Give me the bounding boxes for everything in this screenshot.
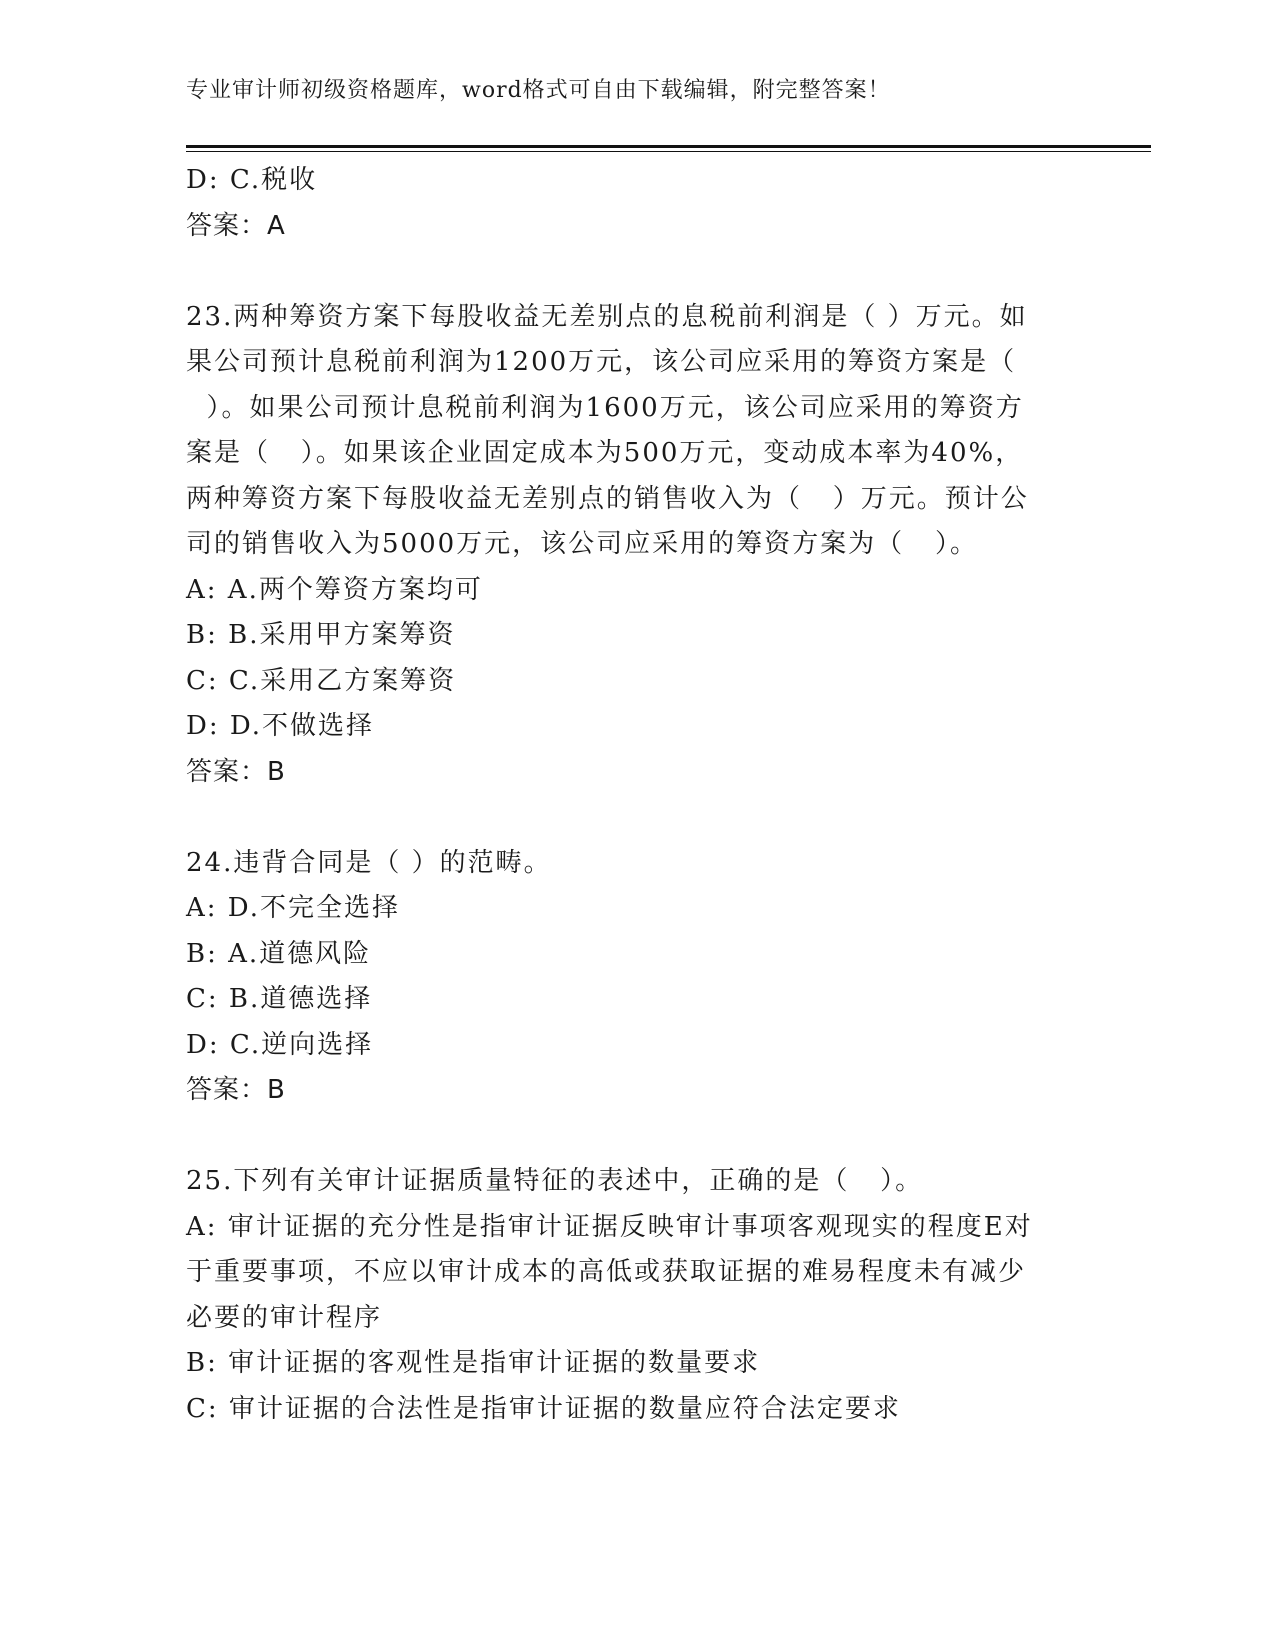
option-a-line: A: 审计证据的充分性是指审计证据反映审计事项客观现实的程度E对 <box>186 1211 1033 1242</box>
question-text-line: 两种筹资方案下每股收益无差别点的销售收入为（ ）万元。预计公 <box>186 483 1029 514</box>
option-a: A: A.两个筹资方案均可 <box>186 574 483 605</box>
answer: 答案：B <box>186 756 286 787</box>
option-a-line: 于重要事项，不应以审计成本的高低或获取证据的难易程度未有减少 <box>186 1257 1027 1287</box>
option-d: D: D.不做选择 <box>186 711 375 741</box>
header-rule-thick <box>186 145 1151 148</box>
question-24 <box>186 841 1086 1114</box>
option-a-line: 必要的审计程序 <box>186 1302 383 1333</box>
question-text-line: 案是（ ）。如果该企业固定成本为500万元，变动成本率为40%， <box>186 438 1024 468</box>
question-text-line: 23.两种筹资方案下每股收益无差别点的息税前利润是（ ）万元。如 <box>186 301 1028 332</box>
option-c: C: C.采用乙方案筹资 <box>186 665 457 696</box>
option-d: D: C.逆向选择 <box>186 1029 374 1060</box>
option-a: A: D.不完全选择 <box>186 893 400 923</box>
question-23 <box>186 295 1086 796</box>
question-text-line: 果公司预计息税前利润为1200万元，该公司应采用的筹资方案是（ <box>186 347 1017 377</box>
option-b: B: B.采用甲方案筹资 <box>186 620 456 650</box>
answer: 答案：A <box>186 210 286 241</box>
answer: 答案：B <box>186 1075 286 1105</box>
option-d: D: C.税收 <box>186 165 318 195</box>
option-c: C: 审计证据的合法性是指审计证据的数量应符合法定要求 <box>186 1393 901 1424</box>
option-b: B: 审计证据的客观性是指审计证据的数量要求 <box>186 1348 761 1378</box>
spacer <box>186 249 1086 295</box>
page-header-text: 专业审计师初级资格题库，word格式可自由下载编辑，附完整答案！ <box>186 78 891 103</box>
option-b: B: A.道德风险 <box>186 938 372 969</box>
spacer <box>186 1114 1086 1160</box>
spacer <box>186 795 1086 841</box>
question-25 <box>186 1159 1086 1432</box>
question-text-line: 25.下列有关审计证据质量特征的表述中，正确的是（ ）。 <box>186 1166 924 1196</box>
option-c: C: B.道德选择 <box>186 984 373 1014</box>
question-22-tail <box>186 158 1086 249</box>
question-text-line: 司的销售收入为5000万元，该公司应采用的筹资方案为（ ）。 <box>186 529 978 559</box>
document-body <box>186 158 1086 1432</box>
question-text-line: 24.违背合同是（ ）的范畴。 <box>186 847 552 878</box>
header-rule-thin <box>186 151 1151 152</box>
question-text-line: ）。如果公司预计息税前利润为1600万元，该公司应采用的筹资方 <box>186 392 1024 423</box>
